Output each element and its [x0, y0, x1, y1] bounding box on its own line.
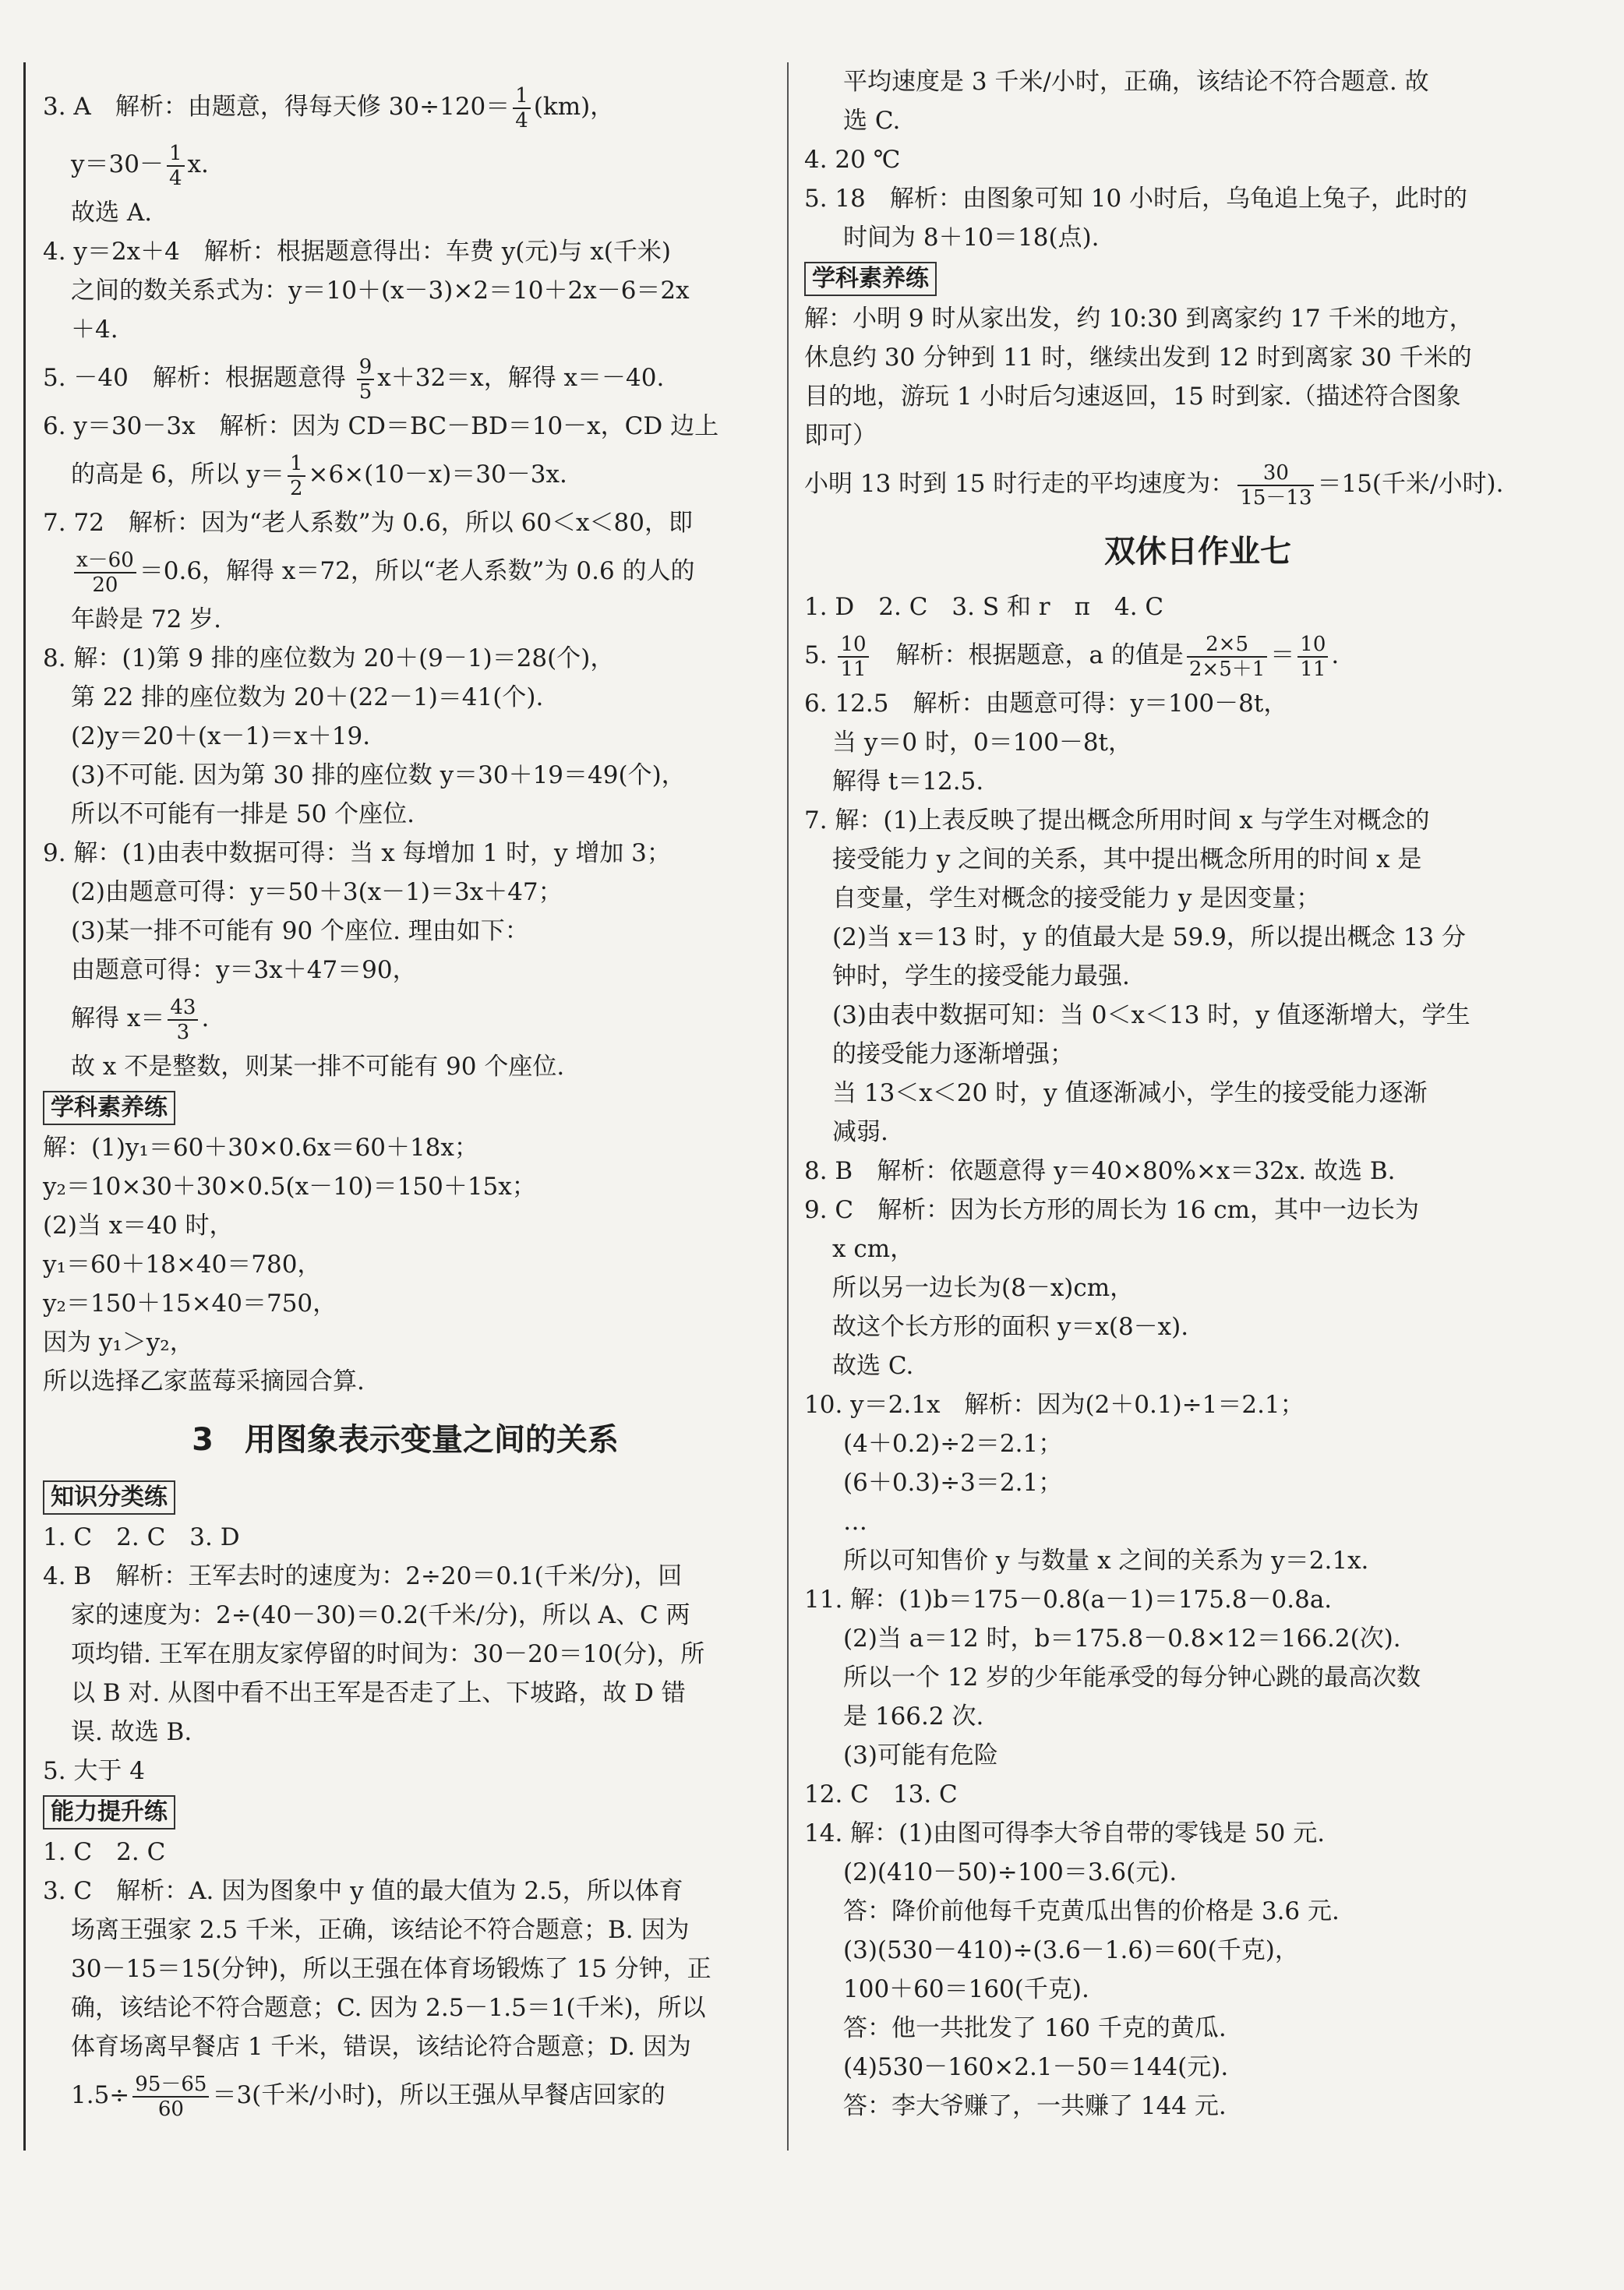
weekend-line: 自变量，学生对概念的接受能力 y 是因变量；	[832, 884, 1321, 912]
fraction: $\frac{2\times 5}{2\times 5+1}$	[1187, 633, 1267, 681]
answer-q8-line: 8. 解：(1)第 9 排的座位数为 20＋(9－1)＝28(个)，	[43, 644, 615, 672]
answer-q7-line: 年龄是 72 岁.	[71, 605, 222, 633]
section-title-graphs: 3 用图象表示变量之间的关系	[192, 1422, 619, 1458]
fraction: $\frac{1}{4}$	[167, 142, 185, 190]
answer-q3: 3. A 解析：由题意，得每天修 30÷120＝ $\frac{1}{4}$ (km)，	[43, 83, 615, 132]
weekend-line: 9. C 解析：因为长方形的周长为 16 cm，其中一边长为	[804, 1196, 1420, 1224]
knowledge-line: 以 B 对. 从图中看不出王军是否走了上、下坡路，故 D 错	[71, 1679, 686, 1707]
literacy-line: y₂＝10×30＋30×0.5(x－10)＝150＋15x；	[43, 1173, 536, 1201]
fraction: $\frac{x-60}{20}$	[74, 549, 136, 597]
answer-q4-line: 之间的数关系式为：y＝10＋(x－3)×2＝10＋2x－6＝2x	[71, 277, 690, 305]
answer-q8-line: (3)不可能. 因为第 30 排的座位数 y＝30＋19＝49(个)，	[71, 761, 686, 789]
weekend-line: 当 y＝0 时，0＝100－8t，	[832, 729, 1133, 757]
literacy2-line: 休息约 30 分钟到 11 时，继续出发到 12 时到离家 30 千米的	[804, 344, 1472, 372]
weekend-line: 所以另一边长为(8－x)cm，	[832, 1274, 1135, 1302]
column-divider	[787, 62, 789, 2151]
weekend-line: 5. $\frac{10}{11}$ 解析：根据题意，a 的值是 $\frac{2\times 5}{2\times 5+1}$ ＝ $\frac{10}{11}$ .	[804, 632, 1340, 681]
answer-q5: 5. －40 解析：根据题意得 $\frac{9}{5}$ x＋32＝x，解得 x＝－40.	[43, 355, 665, 404]
weekend-line: 11. 解：(1)b＝175－0.8(a－1)＝175.8－0.8a.	[804, 1586, 1333, 1614]
knowledge-line: 家的速度为：2÷(40－30)＝0.2(千米/分)，所以 A、C 两	[71, 1601, 690, 1629]
knowledge-line: 项均错. 王军在朋友家停留的时间为：30－20＝10(分)，所	[71, 1640, 705, 1668]
literacy2-line: 即可）	[804, 422, 877, 450]
fraction: $\frac{9}{5}$	[357, 355, 375, 404]
answer-q8-line: (2)y＝20＋(x－1)＝x＋19.	[71, 722, 371, 750]
section-title-weekend-homework: 双休日作业七	[1104, 534, 1291, 570]
ability-line: 30－15＝15(分钟)，所以王强在体育场锻炼了 15 分钟，正	[71, 1955, 711, 1983]
literacy2-line: 目的地，游玩 1 小时后匀速返回，15 时到家.（描述符合图象	[804, 383, 1461, 411]
literacy2-line: 解：小明 9 时从家出发，约 10:30 到离家约 17 千米的地方，	[804, 305, 1474, 333]
weekend-line: (2)当 x＝13 时，y 的值最大是 59.9，所以提出概念 13 分	[832, 923, 1466, 951]
weekend-line: (3)(530－410)÷(3.6－1.6)＝60(千克)，	[843, 1936, 1299, 1964]
answer-q8-line: 第 22 排的座位数为 20＋(22－1)＝41(个).	[71, 683, 544, 711]
left-margin-rule	[23, 62, 26, 2151]
answer-q9-line: 解得 x＝ $\frac{43}{3}$ .	[71, 995, 210, 1044]
literacy2-line: 小明 13 时到 15 时行走的平均速度为： $\frac{30}{15-13}$ ＝15(千米/小时).	[804, 460, 1504, 510]
left-column	[43, 78, 768, 2124]
answer-q4-line: 4. y＝2x＋4 解析：根据题意得出：车费 y(元)与 x(千米)	[43, 238, 671, 266]
literacy-line: 因为 y₁＞y₂，	[43, 1328, 194, 1357]
weekend-line: 所以可知售价 y 与数量 x 之间的关系为 y＝2.1x.	[843, 1547, 1369, 1575]
weekend-line: 答：他一共批发了 160 千克的黄瓜.	[843, 2014, 1227, 2042]
fraction: $\frac{10}{11}$	[1297, 633, 1328, 681]
weekend-line: 接受能力 y 之间的关系，其中提出概念所用的时间 x 是	[832, 845, 1422, 873]
weekend-line: 答：李大爷赚了，一共赚了 144 元.	[843, 2092, 1227, 2120]
answer-q3-formula: y＝30－ $\frac{1}{4}$ x.	[71, 141, 209, 190]
weekend-line: 当 13＜x＜20 时，y 值逐渐减小，学生的接受能力逐渐	[832, 1079, 1428, 1107]
answer-q7-line: 7. 72 解析：因为“老人系数”为 0.6，所以 60＜x＜80，即	[43, 509, 693, 537]
ability-line: 1. C 2. C	[43, 1838, 166, 1866]
weekend-line: 的接受能力逐渐增强；	[832, 1040, 1074, 1068]
weekend-line: 所以一个 12 岁的少年能承受的每分钟心跳的最高次数	[843, 1664, 1421, 1692]
answer-q9-line: 故 x 不是整数，则某一排不可能有 90 个座位.	[71, 1053, 565, 1081]
knowledge-line: 误. 故选 B.	[71, 1718, 192, 1746]
weekend-line: 减弱.	[832, 1118, 888, 1146]
weekend-line: 8. B 解析：依题意得 y＝40×80%×x＝32x. 故选 B.	[804, 1157, 1396, 1185]
section-box-ability: 能力提升练	[43, 1795, 175, 1830]
weekend-line: 12. C 13. C	[804, 1780, 958, 1808]
ability-continued-line: 时间为 8＋10＝18(点).	[843, 224, 1100, 252]
ability-line: 体育场离早餐店 1 千米，错误，该结论符合题意；D. 因为	[71, 2033, 691, 2061]
section-box-subject-literacy-2: 学科素养练	[804, 262, 937, 296]
fraction: $\frac{10}{11}$	[838, 633, 868, 681]
section-box-knowledge: 知识分类练	[43, 1480, 175, 1515]
ability-line: 3. C 解析：A. 因为图象中 y 值的最大值为 2.5，所以体育	[43, 1877, 683, 1905]
weekend-line: 7. 解：(1)上表反映了提出概念所用时间 x 与学生对概念的	[804, 806, 1430, 834]
fraction: $\frac{95-65}{60}$	[132, 2073, 209, 2121]
fraction: $\frac{1}{4}$	[513, 84, 531, 132]
weekend-line: 10. y＝2.1x 解析：因为(2＋0.1)÷1＝2.1；	[804, 1391, 1304, 1419]
ability-line: 确，该结论不符合题意；C. 因为 2.5－1.5＝1(千米)，所以	[71, 1994, 706, 2022]
weekend-line: x cm，	[832, 1235, 915, 1263]
weekend-line: 1. D 2. C 3. S 和 r π 4. C	[804, 593, 1164, 621]
literacy-line: y₁＝60＋18×40＝780，	[43, 1251, 322, 1279]
weekend-line: 钟时，学生的接受能力最强.	[832, 962, 1130, 990]
ability-continued-line: 选 C.	[843, 107, 901, 135]
weekend-line: 14. 解：(1)由图可得李大爷自带的零钱是 50 元.	[804, 1819, 1326, 1847]
weekend-line: 故选 C.	[832, 1352, 914, 1380]
knowledge-line: 1. C 2. C 3. D	[43, 1523, 240, 1551]
answer-q4-line: ＋4.	[71, 316, 118, 344]
ability-line: 场离王强家 2.5 千米，正确，该结论不符合题意；B. 因为	[71, 1916, 690, 1944]
literacy-line: 所以选择乙家蓝莓采摘园合算.	[43, 1367, 365, 1396]
weekend-line: 答：降价前他每千克黄瓜出售的价格是 3.6 元.	[843, 1897, 1340, 1925]
weekend-line: 解得 t＝12.5.	[832, 767, 984, 796]
weekend-line: (2)当 a＝12 时，b＝175.8－0.8×12＝166.2(次).	[843, 1625, 1401, 1653]
weekend-line: 6. 12.5 解析：由题意可得：y＝100－8t，	[804, 690, 1288, 718]
weekend-line: (3)由表中数据可知：当 0＜x＜13 时，y 值逐渐增大，学生	[832, 1001, 1470, 1029]
weekend-line: (3)可能有危险	[843, 1741, 998, 1770]
weekend-line: (4)530－160×2.1－50＝144(元).	[843, 2053, 1229, 2081]
ability-continued-line: 平均速度是 3 千米/小时，正确，该结论不符合题意. 故	[843, 68, 1429, 96]
answer-q9-line: (3)某一排不可能有 90 个座位. 理由如下：	[71, 917, 529, 945]
answer-q9-line: 由题意可得：y＝3x＋47＝90，	[71, 956, 417, 984]
fraction: $\frac{43}{3}$	[168, 996, 198, 1044]
section-box-subject-literacy: 学科素养练	[43, 1091, 175, 1125]
right-column	[804, 62, 1591, 2126]
fraction: $\frac{1}{2}$	[288, 452, 305, 500]
ability-continued-line: 4. 20 ℃	[804, 146, 901, 174]
ability-line: 1.5÷ $\frac{95-65}{60}$ ＝3(千米/小时)，所以王强从早餐店回家的	[71, 2072, 665, 2121]
weekend-line: (2)(410－50)÷100＝3.6(元).	[843, 1858, 1177, 1886]
knowledge-line: 5. 大于 4	[43, 1757, 146, 1785]
answer-q8-line: 所以不可能有一排是 50 个座位.	[71, 800, 415, 828]
answer-q3-choice: 故选 A.	[71, 199, 153, 227]
answer-q9-line: 9. 解：(1)由表中数据可得：当 x 每增加 1 时，y 增加 3；	[43, 839, 671, 867]
weekend-line: (4＋0.2)÷2＝2.1；	[843, 1430, 1063, 1458]
answer-q6-line: 6. y＝30－3x 解析：因为 CD＝BC－BD＝10－x，CD 边上	[43, 412, 719, 440]
answer-q6-line: 的高是 6，所以 y＝ $\frac{1}{2}$ ×6×(10－x)＝30－3x.	[71, 451, 567, 500]
weekend-line: 是 166.2 次.	[843, 1703, 984, 1731]
weekend-line: 100＋60＝160(千克).	[843, 1975, 1089, 2003]
literacy-line: y₂＝150＋15×40＝750，	[43, 1290, 337, 1318]
answer-q9-line: (2)由题意可得：y＝50＋3(x－1)＝3x＋47；	[71, 878, 563, 906]
fraction: $\frac{30}{15-13}$	[1237, 461, 1314, 510]
weekend-line: 故这个长方形的面积 y＝x(8－x).	[832, 1313, 1189, 1341]
weekend-line: (6＋0.3)÷3＝2.1；	[843, 1469, 1063, 1497]
literacy-line: (2)当 x＝40 时，	[43, 1212, 234, 1240]
knowledge-line: 4. B 解析：王军去时的速度为：2÷20＝0.1(千米/分)，回	[43, 1562, 683, 1590]
literacy-line: 解：(1)y₁＝60＋30×0.6x＝60＋18x；	[43, 1134, 478, 1162]
weekend-line: …	[843, 1508, 867, 1536]
answer-q7-line: $\frac{x-60}{20}$ ＝0.6，解得 x＝72，所以“老人系数”为 0.6 的人的	[43, 542, 768, 600]
ability-continued-line: 5. 18 解析：由图象可知 10 小时后，乌龟追上兔子，此时的	[804, 185, 1468, 213]
